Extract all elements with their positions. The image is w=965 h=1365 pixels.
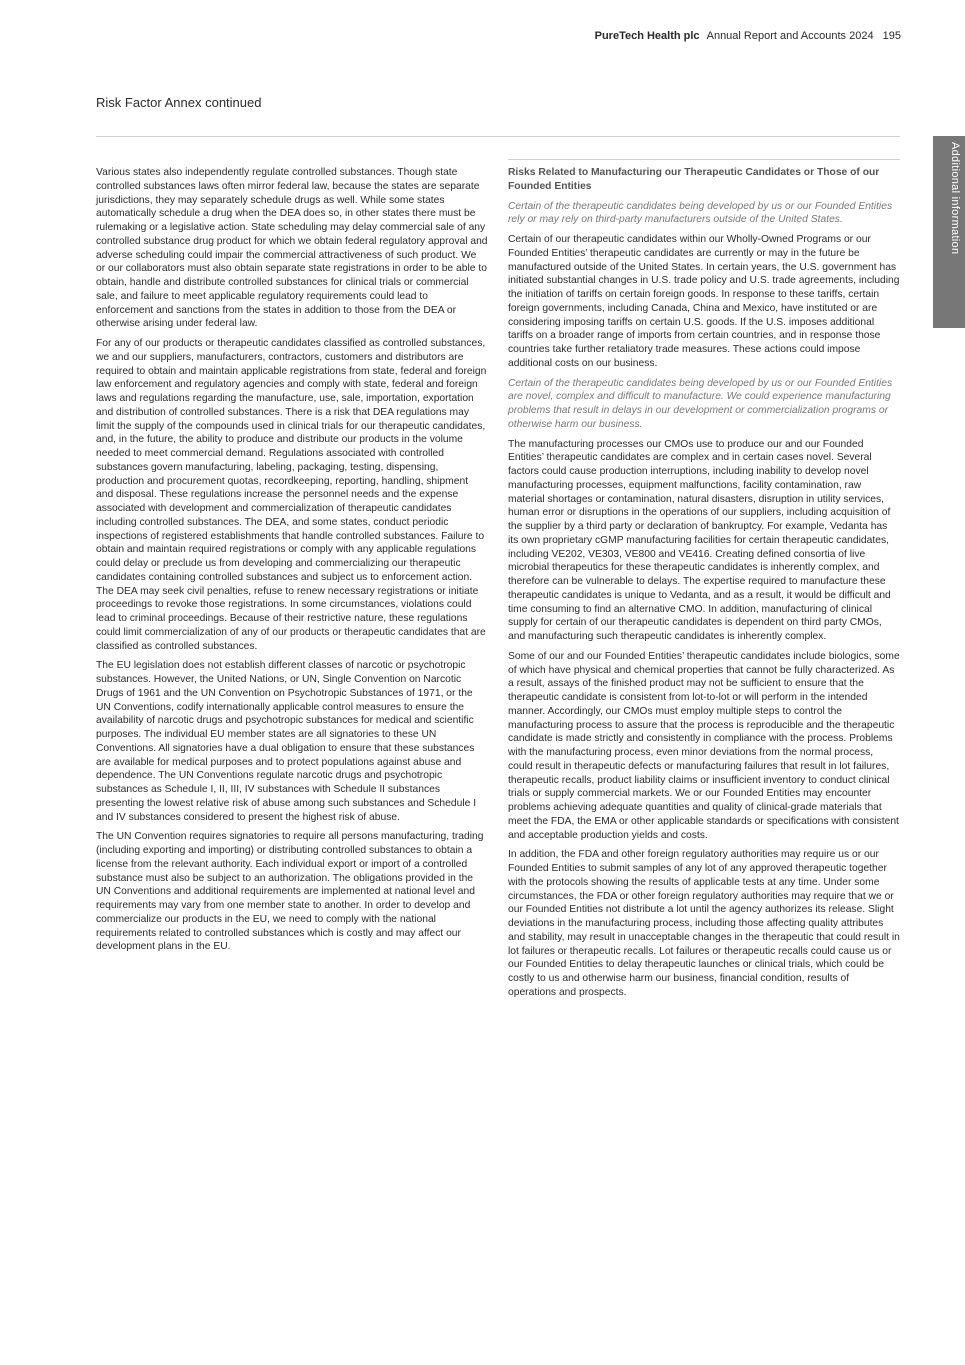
paragraph: Certain of our therapeutic candidates within our Wholly-Owned Programs or our Founded Entities’ therapeutic candidates are currently or may in the future be manufactured outside of the United States. In certain years, the U.S. government has initiated substantial changes in U.S. trade policy and U.S. trade agreements, including the initiation of tariffs on certain foreign goods. In response to these tariffs, certain foreign governments, including Canada, China and Mexico, have instituted or are considering imposing tariffs on certain U.S. goods. If the U.S. imposes additional tariffs on a broader range of imports from certain countries, and in response those countries take further retaliatory trade measures. These actions could impose additional costs on our business. [508, 234, 900, 369]
paragraph: Various states also independently regulate controlled substances. Though state controlled substances laws often mirror federal law, because the states are separate jurisdictions, they may separately schedule drugs as well. While some states automatically schedule a drug when the DEA does so, in other states there must be rulemaking or a legislative action. State scheduling may delay commercial sale of any controlled substance drug product for which we obtain federal regulatory approval and adverse scheduling could impair the commercial attractiveness of such product. We or our collaborators must also obtain separate state registrations in order to be able to obtain, handle and distribute controlled substances for clinical trials or commercial sale, and failure to meet applicable regulatory requirements could lead to enforcement and sanctions from the states in addition to those from the DEA or otherwise arising under federal law. [96, 167, 488, 330]
paragraph: In addition, the FDA and other foreign regulatory authorities may require us or our Founded Entities to submit samples of any lot of any approved therapeutic together with the protocols showing the results of applicable tests at any time. Under some circumstances, the FDA or other foreign regulatory authorities may require that we or our Founded Entities not distribute a lot until the agency authorizes its release. Slight deviations in the manufacturing process, including those affecting quality attributes and stability, may result in unacceptable changes in the therapeutic that could result in lot failures or therapeutic recalls. Lot failures or therapeutic recalls could cause us or our Founded Entities to delay therapeutic launches or clinical trials, which could be costly to us and otherwise harm our business, financial condition, results of operations and prospects. [508, 849, 900, 998]
report-title: Annual Report and Accounts 2024 [706, 30, 874, 42]
paragraph: For any of our products or therapeutic candidates classified as controlled substances, we and our suppliers, manufacturers, contractors, customers and distributors are required to obtain and maintain applicable registrations from state, federal and foreign law enforcement and regulatory agencies and comply with state, federal and foreign laws and regulations regarding the manufacture, use, sale, importation, exportation and distribution of controlled substances. There is a risk that DEA regulations may limit the supply of the compounds used in clinical trials for our therapeutic candidates, and, in the future, the ability to produce and distribute our products in the volume needed to meet commercial demand. Regulations associated with controlled substances govern manufacturing, labeling, packaging, testing, dispensing, production and procurement quotas, recordkeeping, reporting, handling, shipment and disposal. These regulations increase the personnel needs and the expense associated with development and commercialization of therapeutic candidates including controlled substances. The DEA, and some states, conduct periodic inspections of registered establishments that handle controlled substances. Failure to obtain and maintain required registrations or comply with any applicable regulations could delay or preclude us from developing and commercializing our therapeutic candidates containing controlled substances and subject us to enforcement action. The DEA may seek civil penalties, refuse to renew necessary registrations or initiate proceedings to revoke those registrations. In some circumstances, violations could lead to criminal proceedings. Because of their restrictive nature, these regulations could limit commercialization of any of our products or therapeutic candidates that are classified as controlled substances. [96, 338, 487, 652]
company-name: PureTech Health plc [594, 30, 700, 42]
section-title: Risk Factor Annex continued [96, 95, 262, 110]
subheading: Risks Related to Manufacturing our Therapeutic Candidates or Those of our Founded Entities [508, 167, 880, 192]
page-number: 195 [882, 30, 901, 42]
paragraph: Some of our and our Founded Entities’ therapeutic candidates include biologics, some of which have physical and chemical properties that cannot be fully characterized. As a result, assays of the finished product may not be sufficient to ensure that the therapeutic candidate is consistent from lot-to-lot or will perform in the intended manner. Accordingly, our CMOs must employ multiple steps to control the manufacturing process to assure that the process is reproducible and the therapeutic candidate is made strictly and consistently in compliance with the process. Problems with the manufacturing process, even minor deviations from the normal process, could result in therapeutic defects or manufacturing failures that result in lot failures, therapeutic recalls, product liability claims or insufficient inventory to conduct clinical trials or supply commercial markets. We or our Founded Entities may encounter problems achieving adequate quantities and quality of clinical-grade materials that meet the FDA, the EMA or other applicable standards or specifications with consistent and acceptable production yields and costs. [508, 650, 900, 841]
column-divider [508, 159, 900, 160]
risk-summary: Certain of the therapeutic candidates being developed by us or our Founded Entities are novel, complex and difficult to manufacture. We could experience manufacturing problems that result in delays in our development or commercialization programs or otherwise harm our business. [508, 377, 893, 430]
paragraph: The manufacturing processes our CMOs use to produce our and our Founded Entities’ therapeutic candidates are complex and in certain cases novel. Several factors could cause production interruptions, including inability to develop novel manufacturing processes, equipment malfunctions, facility contamination, raw material shortages or contamination, natural disasters, disruption in utility services, human error or disruptions in the operations of our suppliers, including acquisition of the supplier by a third party or declaration of bankruptcy. For example, Vedanta has its own proprietary cGMP manufacturing facilities for certain therapeutic candidates, including VE202, VE303, VE800 and VE416. Creating defined consortia of live microbial therapeutics for these therapeutic candidates is inherently complex, and therefore can be vulnerable to delays. The expertise required to manufacture these therapeutic candidates is unique to Vedanta, and as a result, it would be difficult and time consuming to find an alternative CMO. In addition, manufacturing of clinical supply for certain of our therapeutic candidates is dependent on third party CMOs, and manufacturing such therapeutic candidates is inherently complex. [508, 438, 891, 642]
risk-summary: Certain of the therapeutic candidates being developed by us or our Founded Entities rely or may rely on third-party manufacturers outside of the United States. [508, 200, 893, 226]
paragraph: The UN Convention requires signatories to require all persons manufacturing, trading (including exporting and importing) or distributing controlled substances to obtain a license from the relevant authority. Each individual export or import of a controlled substance must also be subject to an authorization. The obligations provided in the UN Conventions and additional requirements are implemented at national level and requirements may vary from one member state to another. In order to develop and commercialize our products in the EU, we need to comply with the national requirements related to controlled substances which is costly and may affect our development plans in the EU. [96, 831, 484, 953]
paragraph: The EU legislation does not establish different classes of narcotic or psychotropic substances. However, the United Nations, or UN, Single Convention on Narcotic Drugs of 1961 and the UN Convention on Psychotropic Substances of 1971, or the UN Conventions, codify internationally applicable control measures to ensure the availability of narcotic drugs and psychotropic substances for medical and scientific purposes. The individual EU member states are all signatories to these UN Conventions. All signatories have a dual obligation to ensure that these substances are available for medical purposes and to protect populations against abuse and dependence. The UN Conventions regulate narcotic drugs and psychotropic substances as Schedule I, II, III, IV substances with Schedule II substances presenting the lowest relative risk of abuse among such substances and Schedule I and IV substances considered to present the highest risk of abuse. [96, 660, 477, 823]
right-column [508, 166, 900, 1006]
side-tab-label: Additional information [949, 142, 961, 255]
left-column [96, 166, 488, 960]
header-divider [96, 136, 900, 137]
side-tab [933, 136, 965, 328]
running-header [595, 30, 901, 42]
